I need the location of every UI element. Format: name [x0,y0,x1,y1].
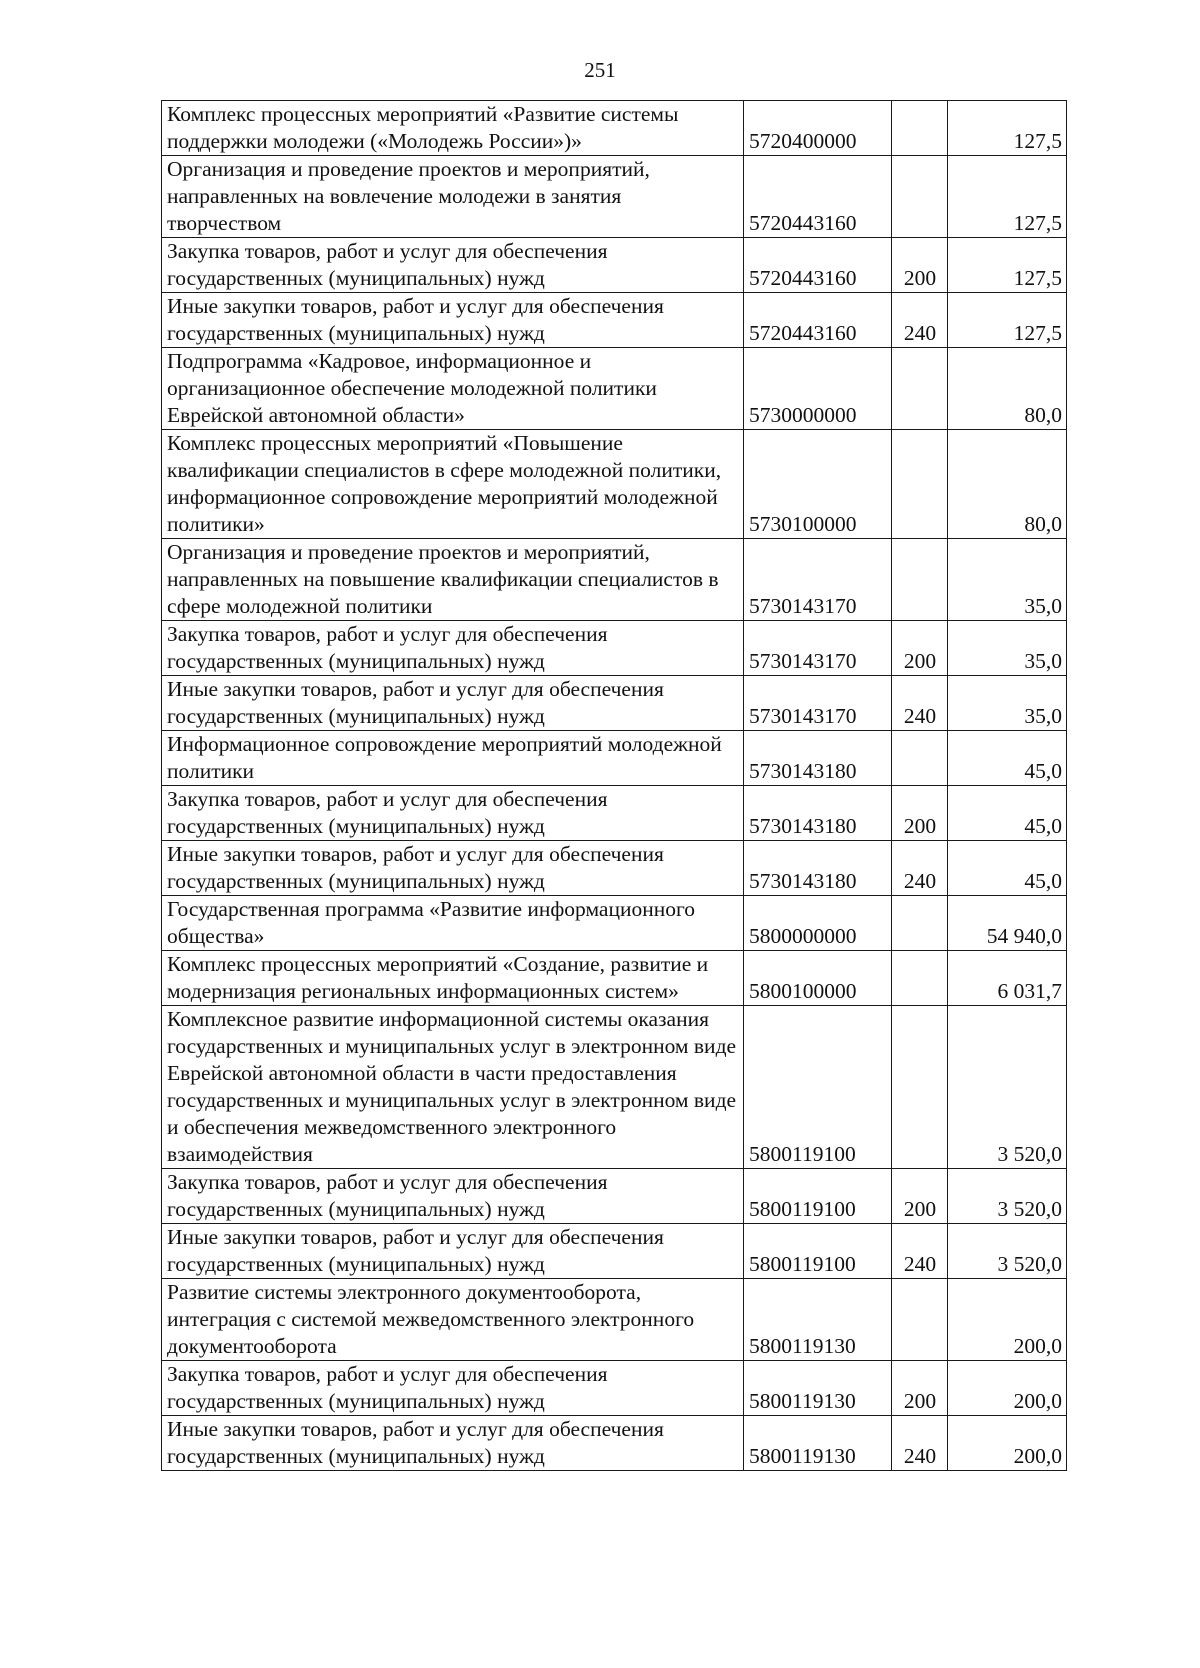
row-name: Иные закупки товаров, работ и услуг для обеспечения государственных (муниципальных) нужд [162,293,744,348]
row-code: 5730143170 [744,676,892,731]
table-row [162,156,1067,238]
row-name: Комплексное развитие информационной системы оказания государственных и муниципальных услуг в электронном виде Еврейской автономной области в части предоставления государственных и муниципальных услуг в электронном виде и обеспечения межведомственного электронного взаимодействия [162,1006,744,1169]
row-name: Подпрограмма «Кадровое, информационное и организационное обеспечение молодежной политики Еврейской автономной области» [162,348,744,430]
row-name: Закупка товаров, работ и услуг для обеспечения государственных (муниципальных) нужд [162,238,744,293]
row-code: 5800100000 [744,951,892,1006]
row-name: Закупка товаров, работ и услуг для обеспечения государственных (муниципальных) нужд [162,1169,744,1224]
row-sum: 127,5 [948,156,1067,238]
row-name: Закупка товаров, работ и услуг для обеспечения государственных (муниципальных) нужд [162,786,744,841]
row-name: Иные закупки товаров, работ и услуг для обеспечения государственных (муниципальных) нужд [162,841,744,896]
row-name: Закупка товаров, работ и услуг для обеспечения государственных (муниципальных) нужд [162,1361,744,1416]
row-expense-type: 200 [892,238,948,293]
budget-table [161,100,1067,1471]
row-code: 5800000000 [744,896,892,951]
row-name: Комплекс процессных мероприятий «Повышение квалификации специалистов в сфере молодежной политики, информационное сопровождение мероприятий молодежной политики» [162,430,744,539]
row-sum: 200,0 [948,1361,1067,1416]
row-code: 5730100000 [744,430,892,539]
row-code: 5730143180 [744,731,892,786]
table-row [162,238,1067,293]
row-expense-type [892,731,948,786]
row-expense-type [892,348,948,430]
row-expense-type: 240 [892,293,948,348]
row-expense-type: 200 [892,1169,948,1224]
row-code: 5800119130 [744,1279,892,1361]
row-expense-type [892,101,948,156]
row-sum: 127,5 [948,238,1067,293]
table-row [162,1361,1067,1416]
row-name: Иные закупки товаров, работ и услуг для обеспечения государственных (муниципальных) нужд [162,676,744,731]
row-sum: 6 031,7 [948,951,1067,1006]
row-sum: 35,0 [948,676,1067,731]
row-expense-type [892,430,948,539]
row-expense-type [892,896,948,951]
row-code: 5720443160 [744,238,892,293]
table-row [162,731,1067,786]
row-code: 5800119100 [744,1169,892,1224]
row-code: 5800119130 [744,1416,892,1471]
row-expense-type [892,1279,948,1361]
row-code: 5730143170 [744,621,892,676]
row-expense-type: 240 [892,1224,948,1279]
row-expense-type: 200 [892,621,948,676]
table-row [162,293,1067,348]
row-code: 5730143180 [744,841,892,896]
row-code: 5800119100 [744,1224,892,1279]
row-code: 5800119100 [744,1006,892,1169]
row-sum: 3 520,0 [948,1006,1067,1169]
row-sum: 127,5 [948,293,1067,348]
row-code: 5730143170 [744,539,892,621]
row-expense-type [892,951,948,1006]
row-name: Организация и проведение проектов и мероприятий, направленных на повышение квалификации специалистов в сфере молодежной политики [162,539,744,621]
table-row [162,1416,1067,1471]
row-sum: 35,0 [948,539,1067,621]
row-name: Закупка товаров, работ и услуг для обеспечения государственных (муниципальных) нужд [162,621,744,676]
table-row [162,1169,1067,1224]
table-row [162,1279,1067,1361]
row-sum: 80,0 [948,348,1067,430]
table-row [162,1006,1067,1169]
row-expense-type: 240 [892,1416,948,1471]
row-expense-type: 200 [892,786,948,841]
row-expense-type: 240 [892,841,948,896]
table-row [162,896,1067,951]
row-expense-type [892,539,948,621]
row-sum: 3 520,0 [948,1224,1067,1279]
row-sum: 45,0 [948,841,1067,896]
row-sum: 127,5 [948,101,1067,156]
table-row [162,841,1067,896]
row-name: Иные закупки товаров, работ и услуг для обеспечения государственных (муниципальных) нужд [162,1416,744,1471]
budget-table-body [162,101,1067,1471]
row-code: 5720443160 [744,293,892,348]
row-name: Иные закупки товаров, работ и услуг для обеспечения государственных (муниципальных) нужд [162,1224,744,1279]
row-code: 5730143180 [744,786,892,841]
row-name: Государственная программа «Развитие информационного общества» [162,896,744,951]
row-name: Информационное сопровождение мероприятий молодежной политики [162,731,744,786]
row-sum: 54 940,0 [948,896,1067,951]
table-row [162,676,1067,731]
row-name: Комплекс процессных мероприятий «Создание, развитие и модернизация региональных информационных систем» [162,951,744,1006]
table-row [162,539,1067,621]
table-row [162,786,1067,841]
page-number: 251 [584,58,616,82]
table-row [162,430,1067,539]
row-sum: 200,0 [948,1416,1067,1471]
table-row [162,348,1067,430]
row-name: Комплекс процессных мероприятий «Развитие системы поддержки молодежи («Молодежь России»)» [162,101,744,156]
table-row [162,951,1067,1006]
table-row [162,621,1067,676]
row-sum: 35,0 [948,621,1067,676]
row-code: 5800119130 [744,1361,892,1416]
row-code: 5730000000 [744,348,892,430]
row-sum: 45,0 [948,731,1067,786]
table-row [162,101,1067,156]
row-code: 5720400000 [744,101,892,156]
row-sum: 200,0 [948,1279,1067,1361]
row-sum: 80,0 [948,430,1067,539]
row-code: 5720443160 [744,156,892,238]
row-expense-type: 200 [892,1361,948,1416]
row-sum: 45,0 [948,786,1067,841]
table-row [162,1224,1067,1279]
row-sum: 3 520,0 [948,1169,1067,1224]
row-expense-type: 240 [892,676,948,731]
row-name: Развитие системы электронного документооборота, интеграция с системой межведомственного электронного документооборота [162,1279,744,1361]
row-name: Организация и проведение проектов и мероприятий, направленных на вовлечение молодежи в занятия творчеством [162,156,744,238]
row-expense-type [892,1006,948,1169]
row-expense-type [892,156,948,238]
